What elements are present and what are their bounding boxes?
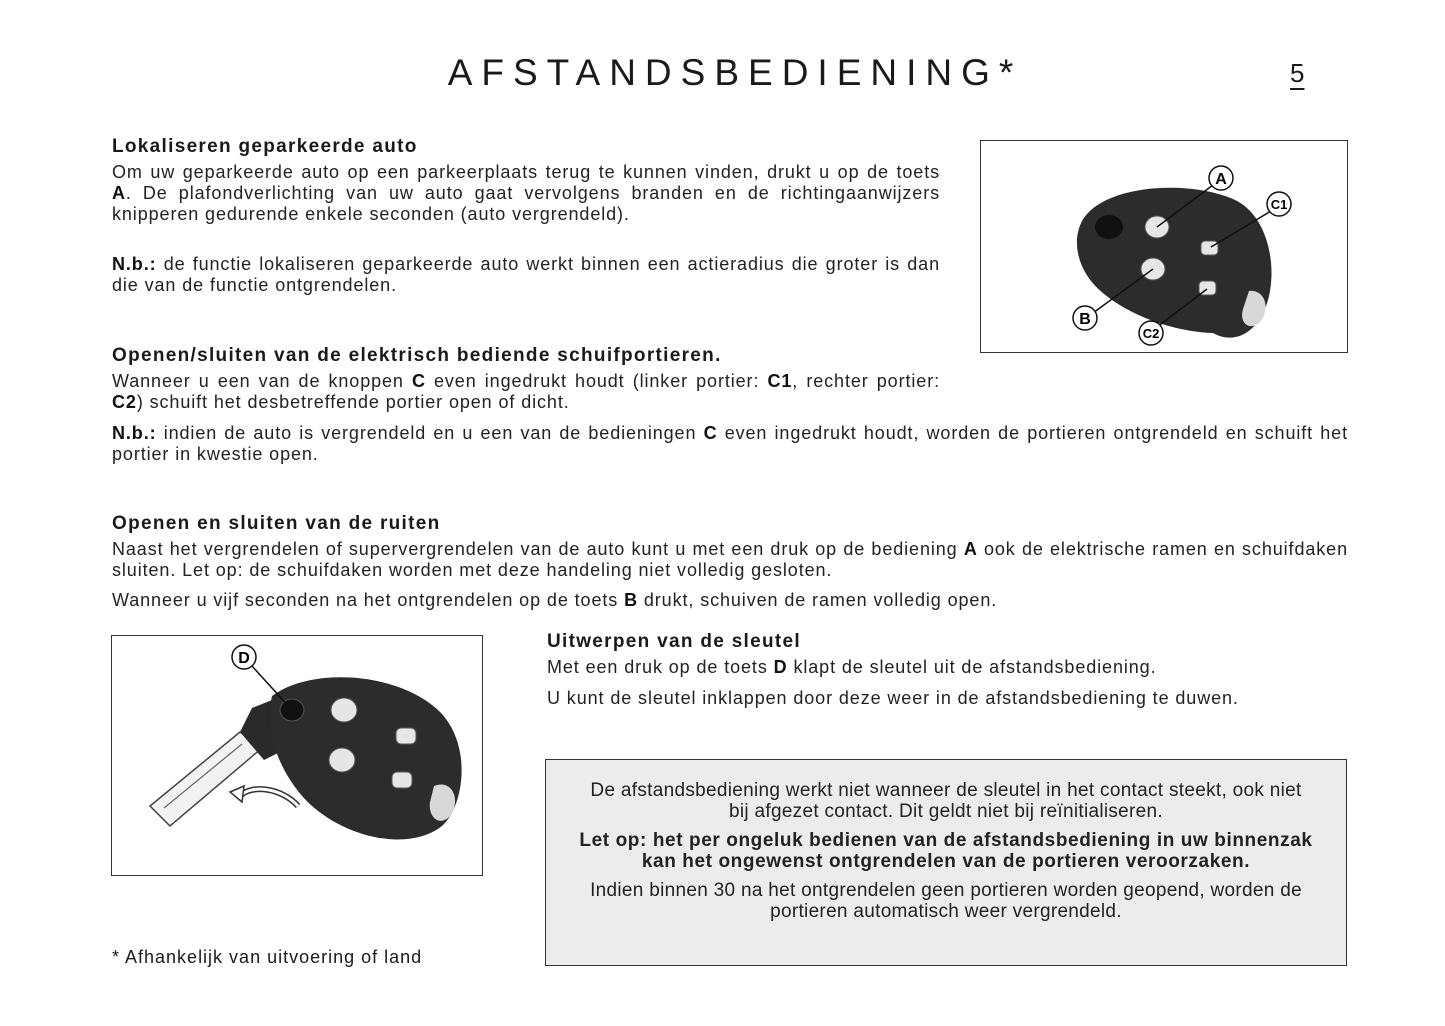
- text-run: Naast het vergrendelen of supervergrendelen van de auto kunt u met een druk op de bediening: [112, 539, 964, 559]
- text-run: Met een druk op de toets: [547, 657, 774, 677]
- section-heading-windows: Openen en sluiten van de ruiten: [112, 513, 441, 534]
- key-label: C1: [767, 371, 793, 391]
- section-heading-locate-car: Lokaliseren geparkeerde auto: [112, 136, 418, 157]
- key-label: C: [411, 371, 426, 391]
- text-run: Wanneer u vijf seconden na het ontgrendelen op de toets: [112, 590, 625, 610]
- warning-line-2: Let op: het per ongeluk bedienen van de afstandsbediening in uw binnenzak kan het ongewenst ontgrendelen van de portieren veroorzaken.: [579, 830, 1313, 872]
- text-run: . De plafondverlichting van uw auto gaat vervolgens branden en de richtingaanwijzers knipperen gedurende enkele seconden (auto vergrendeld).: [112, 183, 940, 224]
- section-heading-key-eject: Uitwerpen van de sleutel: [547, 631, 801, 652]
- text-run: ook de elektrische ramen en schuifdaken sluiten. Let op: de schuifdaken worden met deze handeling niet volledig gesloten.: [112, 539, 1348, 580]
- key-label: B: [624, 590, 638, 610]
- fold-arrow-head-icon: [230, 786, 244, 802]
- section-key-eject-text: [547, 657, 1347, 678]
- key-label: C: [703, 423, 718, 443]
- text-run: drukt, schuiven de ramen volledig open.: [637, 590, 998, 610]
- warning-line-1: De afstandsbediening werkt niet wanneer de sleutel in het contact steekt, ook niet bij afgezet contact. Dit geldt niet bij reïnitialiseren.: [590, 780, 1302, 822]
- section-locate-car-text: [112, 162, 940, 225]
- section-heading-sliding-doors: Openen/sluiten van de elektrisch bediende schuifportieren.: [112, 345, 722, 366]
- section-sliding-doors-text: [112, 371, 940, 413]
- fob-tip: [430, 785, 455, 821]
- key-label: A: [963, 539, 978, 559]
- callout-a-label: A: [1215, 171, 1227, 188]
- key-blade: [150, 732, 262, 826]
- key-label: A: [112, 183, 126, 203]
- remote-buttons-illustration: [981, 141, 1347, 352]
- note-sliding-doors: [112, 423, 1348, 465]
- text-run: indien de auto is vergrendeld en u een van de bedieningen: [156, 423, 704, 443]
- callout-c1-label: C1: [1270, 197, 1288, 212]
- page-title: AFSTANDSBEDIENING*: [447, 52, 1023, 93]
- key-eject-figure: [111, 635, 483, 876]
- section-windows-text: [112, 539, 1348, 581]
- button-b-icon: [329, 748, 355, 772]
- button-c1-icon: [1201, 241, 1218, 255]
- key-label: D: [773, 657, 788, 677]
- warning-box: [545, 759, 1347, 966]
- text-run: , rechter portier:: [792, 371, 940, 391]
- footnote: * Afhankelijk van uitvoering of land: [112, 947, 423, 967]
- section-windows-text-2: [112, 590, 1348, 611]
- note-label: N.b.:: [112, 423, 157, 443]
- note-locate-car: [112, 254, 940, 296]
- section-key-eject-text-2: U kunt de sleutel inklappen door deze weer in de afstandsbediening te duwen.: [547, 688, 1239, 708]
- text-run: even ingedrukt houdt (linker portier:: [425, 371, 768, 391]
- text-run: Om uw geparkeerde auto op een parkeerplaats terug te kunnen vinden, drukt u op de toets: [112, 162, 940, 182]
- text-run: Wanneer u een van de knoppen: [112, 371, 412, 391]
- callout-c2-label: C2: [1142, 326, 1160, 341]
- button-a-icon: [331, 698, 357, 722]
- note-label: N.b.:: [112, 254, 157, 274]
- button-d-icon: [1095, 215, 1123, 239]
- text-run: de functie lokaliseren geparkeerde auto werkt binnen een actieradius die groter is dan die van de functie ontgrendelen.: [112, 254, 940, 295]
- text-run: ) schuift het desbetreffende portier open of dicht.: [136, 392, 570, 412]
- callout-b-label: B: [1079, 311, 1091, 328]
- button-c2-icon: [392, 772, 412, 788]
- warning-line-3: Indien binnen 30 na het ontgrendelen geen portieren worden geopend, worden de portieren automatisch weer vergrendeld.: [590, 880, 1302, 922]
- button-c1-icon: [396, 728, 416, 744]
- remote-buttons-figure: [980, 140, 1348, 353]
- text-run: even ingedrukt houdt, worden de portieren ontgrendeld en schuift het portier in kwestie open.: [112, 423, 1348, 464]
- key-eject-illustration: [112, 636, 482, 875]
- key-label: C2: [112, 392, 137, 412]
- callout-d-label: D: [238, 650, 250, 667]
- text-run: klapt de sleutel uit de afstandsbediening.: [787, 657, 1157, 677]
- page-number: 5: [1290, 58, 1305, 88]
